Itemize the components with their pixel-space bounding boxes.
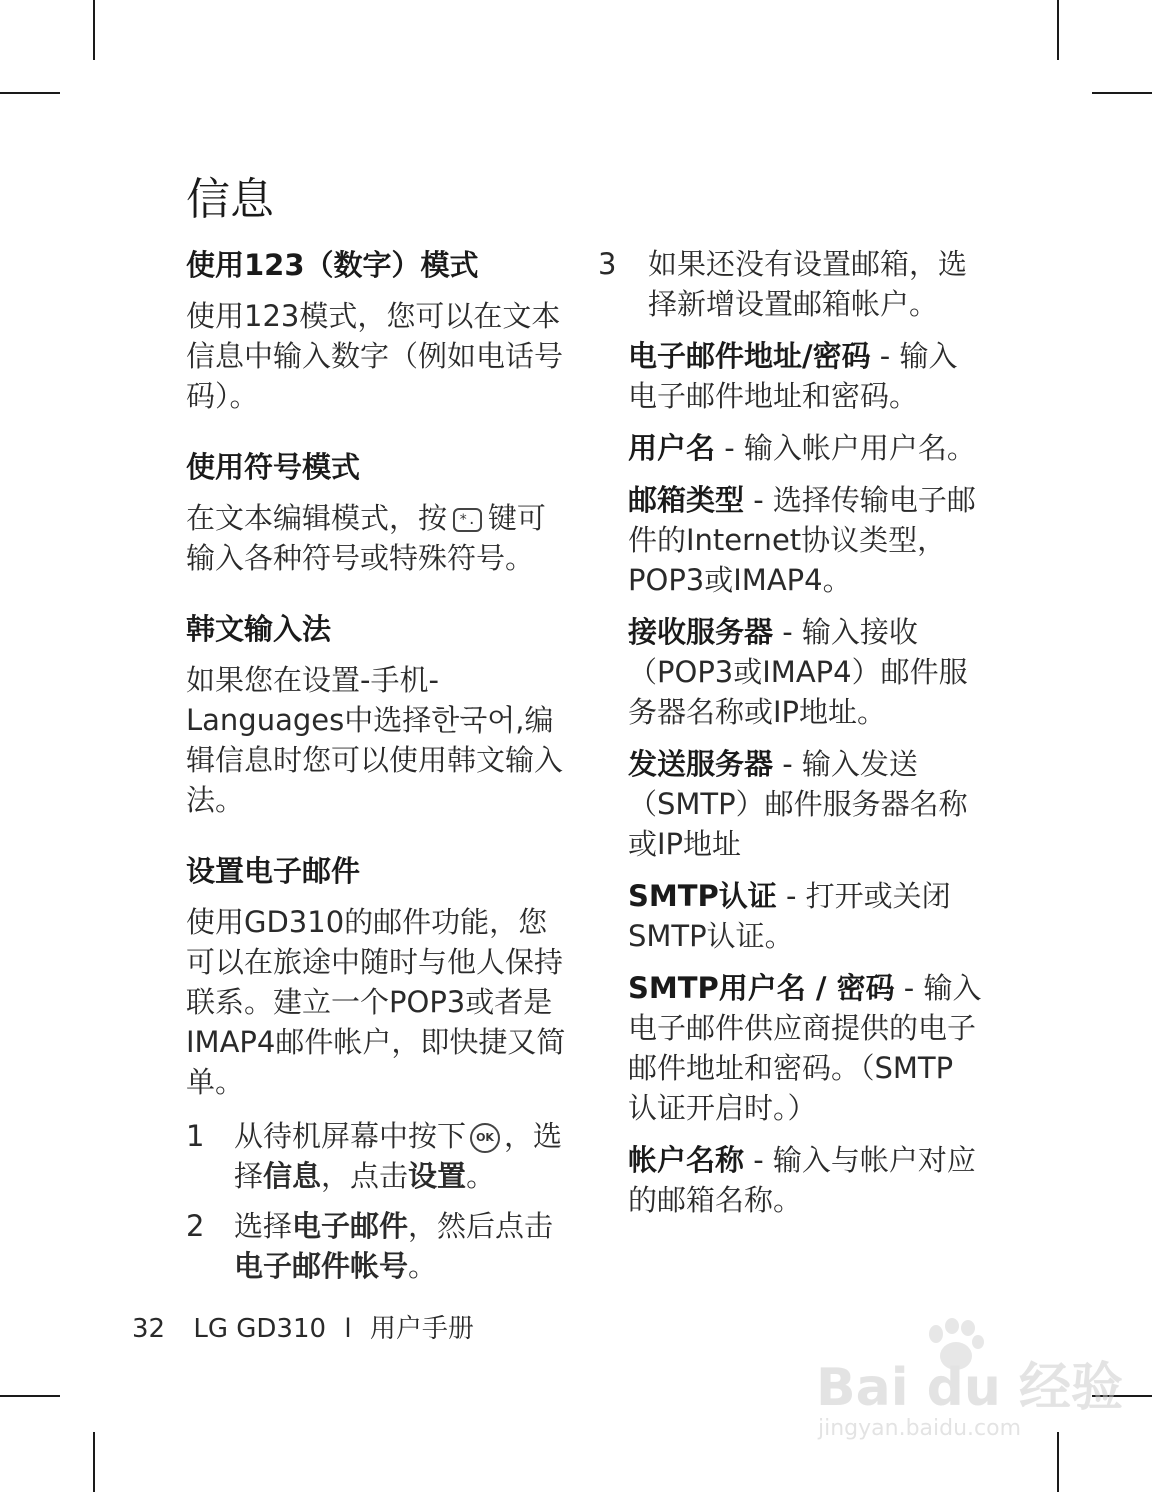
term-mailbox-type <box>628 480 982 600</box>
section-email-setup <box>186 850 570 1286</box>
section-title-symbol-mode: 使用符号模式 <box>186 450 361 484</box>
step-3-text: 如果还没有设置邮箱，选择新增设置邮箱帐户。 <box>648 247 968 321</box>
step-number: 3 <box>598 247 617 281</box>
term-desc: - 输入帐户用户名。 <box>715 431 976 465</box>
term-desc: - 输入发送（SMTP）邮件服务器名称或IP地址 <box>628 747 968 861</box>
term-desc: - 选择传输电子邮件的Internet协议类型，POP3或IMAP4。 <box>628 483 976 597</box>
watermark-brand: Bai du 经验 <box>816 1358 1123 1418</box>
term-name: 用户名 <box>628 431 716 465</box>
term-email-address-password <box>628 336 982 416</box>
term-desc: - 输入电子邮件地址和密码。 <box>628 339 958 413</box>
term-account-name <box>628 1140 982 1220</box>
footer-product: LG GD310 <box>193 1314 327 1344</box>
section-body-123-mode: 使用123模式，您可以在文本信息中输入数字（例如电话号码）。 <box>186 299 564 413</box>
crop-mark-top-right <box>1057 0 1059 60</box>
star-key-icon: *. <box>453 508 482 532</box>
step-number: 2 <box>186 1209 205 1243</box>
term-name: SMTP用户名 / 密码 <box>628 971 895 1005</box>
page-title: 信息 <box>186 174 274 225</box>
step-2 <box>186 1206 570 1286</box>
step-2-text: 。 <box>408 1249 438 1283</box>
step-1-text: ，点击 <box>321 1159 409 1193</box>
baidu-watermark <box>812 1318 1123 1448</box>
crop-mark-right-top <box>1092 92 1152 94</box>
section-123-mode <box>186 244 570 416</box>
term-outgoing-server <box>628 744 982 864</box>
term-name: 发送服务器 <box>628 747 774 781</box>
step-3 <box>598 244 982 324</box>
crop-mark-bottom-left <box>93 1432 95 1492</box>
section-title-korean-input: 韩文输入法 <box>186 612 332 646</box>
term-name: 邮箱类型 <box>628 483 745 517</box>
term-name: 接收服务器 <box>628 615 774 649</box>
term-smtp-auth <box>628 876 982 956</box>
step-1-text: ，选择 <box>234 1119 563 1193</box>
step-1 <box>186 1116 570 1196</box>
term-desc: - 输入接收（POP3或IMAP4）邮件服务器名称或IP地址。 <box>628 615 968 729</box>
left-column <box>186 244 570 1316</box>
ok-key-icon: OK <box>470 1123 500 1153</box>
term-name: 电子邮件地址/密码 <box>628 339 871 373</box>
crop-mark-left-bottom <box>0 1395 60 1397</box>
term-name: SMTP认证 <box>628 879 777 913</box>
step-2-menu-email: 电子邮件 <box>292 1209 409 1243</box>
section-title-email-setup: 设置电子邮件 <box>186 854 361 888</box>
term-smtp-username-password <box>628 968 982 1128</box>
crop-mark-left-top <box>0 92 60 94</box>
crop-mark-top-left <box>93 0 95 60</box>
section-body-email-setup: 使用GD310的邮件功能，您可以在旅途中随时与他人保持联系。建立一个POP3或者是IMAP4邮件帐户，即快捷又简单。 <box>186 905 566 1099</box>
term-incoming-server <box>628 612 982 732</box>
section-korean-input <box>186 608 570 820</box>
footer-separator: l <box>344 1314 352 1344</box>
symbol-text-after: 键可输入各种符号或特殊符号。 <box>186 501 546 575</box>
email-steps <box>186 1116 570 1286</box>
term-name: 帐户名称 <box>628 1143 745 1177</box>
term-desc: - 打开或关闭SMTP认证。 <box>628 879 951 953</box>
section-title-123-mode: 使用123（数字）模式 <box>186 248 479 282</box>
step-1-menu-settings: 设置 <box>408 1159 467 1193</box>
symbol-text-before: 在文本编辑模式，按 <box>186 501 448 535</box>
section-body-symbol-mode <box>186 498 570 578</box>
step-number: 1 <box>186 1119 205 1153</box>
step-2-text: 选择 <box>234 1209 293 1243</box>
right-column <box>598 244 982 1220</box>
step-2-text: ，然后点击 <box>408 1209 554 1243</box>
section-symbol-mode <box>186 446 570 578</box>
term-username <box>628 428 982 468</box>
term-desc: - 输入与帐户对应的邮箱名称。 <box>628 1143 976 1217</box>
step-1-text: 从待机屏幕中按下 <box>234 1119 467 1153</box>
step-1-text: 。 <box>466 1159 496 1193</box>
step-2-menu-email-account: 电子邮件帐号 <box>234 1249 409 1283</box>
footer-manual: 用户手册 <box>369 1314 474 1344</box>
watermark-url: jingyan.baidu.com <box>818 1416 1022 1441</box>
page-footer <box>132 1312 474 1346</box>
page-number: 32 <box>132 1314 166 1344</box>
step-1-menu-messages: 信息 <box>263 1159 322 1193</box>
term-desc: - 输入电子邮件供应商提供的电子邮件地址和密码。（SMTP认证开启时。） <box>628 971 982 1125</box>
section-body-korean-input: 如果您在设置-手机-Languages中选择한국어,编辑信息时您可以使用韩文输入法。 <box>186 663 564 817</box>
